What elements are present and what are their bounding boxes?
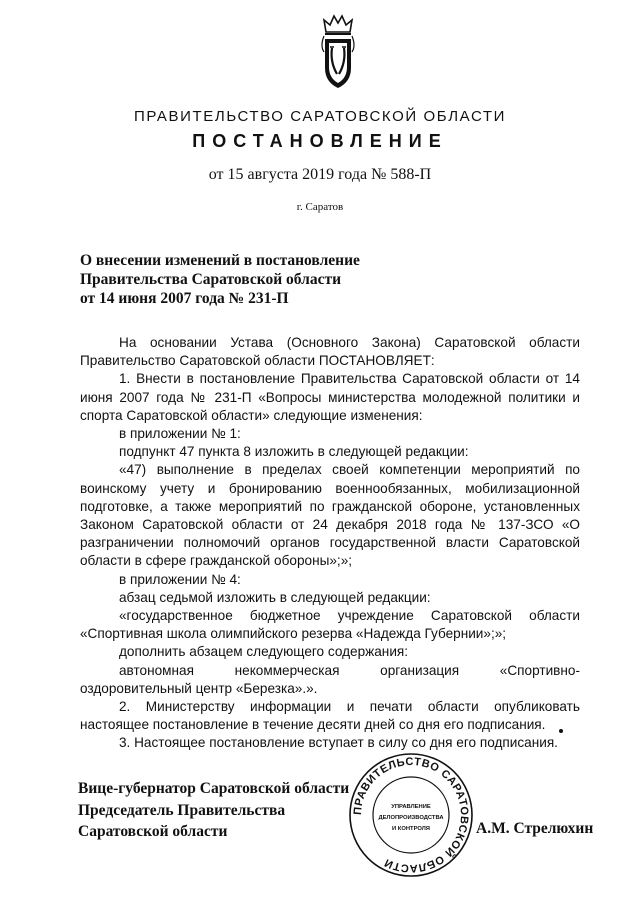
saratov-coat-of-arms-icon — [318, 12, 358, 94]
document-date-number: от 15 августа 2019 года № 588-П — [208, 166, 432, 183]
signatory-position-line: Саратовской области — [78, 823, 228, 840]
document-city: г. Саратов — [296, 201, 344, 213]
body-paragraph: 3. Настоящее постановление вступает в силу со дня его подписания. — [119, 735, 558, 751]
stamp-inner-line: ДЕЛОПРОИЗВОДСТВА — [378, 815, 444, 821]
document-body — [80, 334, 580, 753]
official-stamp — [347, 752, 475, 878]
body-paragraph: подпункт 47 пункта 8 изложить в следующей редакции: — [119, 444, 469, 460]
document-type: ПОСТАНОВЛЕНИЕ — [192, 131, 448, 151]
document-title — [80, 251, 360, 308]
signatory-position-line: Вице-губернатор Саратовской области — [78, 780, 350, 797]
body-paragraph: «47) выполнение в пределах своей компетенции мероприятий по воинскому учету и бронированию военнообязанных, мобилизационной подготовке, а также мероприятий по гражданской обороне, установленных Законом Саратовской области от 24 декабря 2018 года № 137-ЗСО «О разграничении полномочий органов государственной власти Саратовской области в сфере гражданской обороны»;»; — [80, 462, 580, 569]
body-paragraph: автономная некоммерческая организация «Спортивно-оздоровительный центр «Березка».». — [80, 662, 580, 696]
stamp-ring-text: ПРАВИТЕЛЬСТВО САРАТОВСКОЙ ОБЛАСТИ — [351, 755, 471, 875]
body-paragraph: дополнить абзацем следующего содержания: — [119, 644, 409, 660]
title-line: от 14 июня 2007 года № 231-П — [80, 290, 289, 307]
stamp-inner-line: УПРАВЛЕНИЕ — [391, 804, 431, 810]
body-paragraph: 1. Внести в постановление Правительства Саратовской области от 14 июня 2007 года № 231-П «Вопросы министерства молодежной политики и спорта Саратовской области» следующие изменения: — [80, 371, 580, 423]
government-name: ПРАВИТЕЛЬСТВО САРАТОВСКОЙ ОБЛАСТИ — [133, 108, 507, 125]
title-line: Правительства Саратовской области — [80, 271, 341, 288]
body-paragraph: На основании Устава (Основного Закона) Саратовской области Правительство Саратовской области ПОСТАНОВЛЯЕТ: — [80, 335, 580, 369]
body-paragraph: 2. Министерству информации и печати области опубликовать настоящее постановление в течение десяти дней со дня его подписания. — [80, 699, 580, 733]
body-paragraph: в приложении № 1: — [119, 426, 241, 442]
signatory-position-line: Председатель Правительства — [78, 801, 286, 819]
ink-dot — [559, 729, 563, 733]
body-paragraph: «государственное бюджетное учреждение Саратовской области «Спортивная школа олимпийского резерва «Надежда Губернии»;»; — [80, 608, 580, 642]
signatory-name: А.М. Стрелюхин — [476, 820, 594, 837]
body-paragraph: в приложении № 4: — [119, 571, 241, 587]
body-paragraph: абзац седьмой изложить в следующей редакции: — [119, 589, 431, 605]
title-line: О внесении изменений в постановление — [80, 252, 360, 269]
signatory-position — [78, 778, 349, 843]
stamp-inner-line: И КОНТРОЛЯ — [392, 826, 430, 832]
